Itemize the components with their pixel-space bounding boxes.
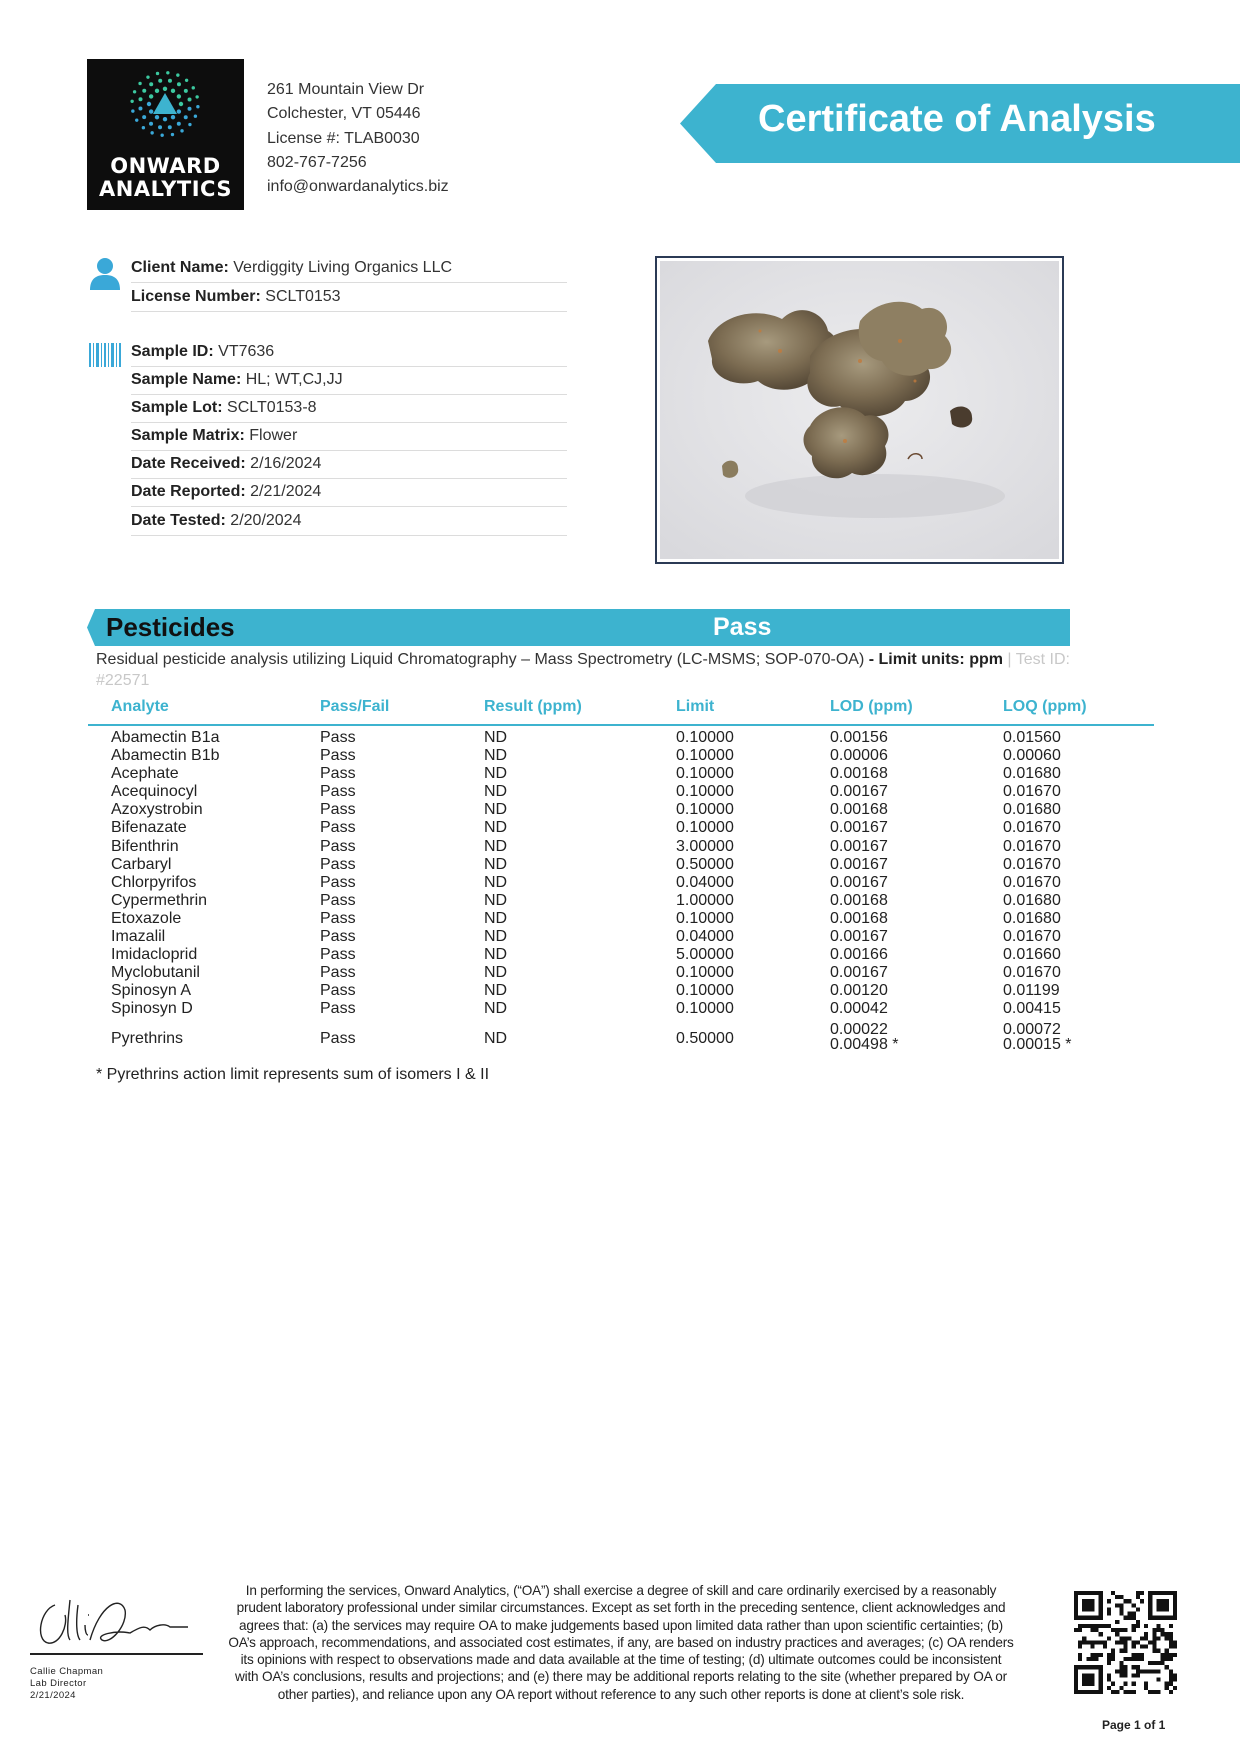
sample-lot-label: Sample Lot: xyxy=(131,399,223,416)
cell-loq: 0.01680 xyxy=(1003,891,1061,909)
cell-loq-1: 0.00072 xyxy=(1003,1020,1061,1038)
sample-matrix-value: Flower xyxy=(249,427,298,444)
table-row xyxy=(88,946,1154,964)
handwritten-signature-icon xyxy=(30,1585,190,1655)
cell-result: ND xyxy=(484,765,508,783)
signature-line xyxy=(30,1653,203,1655)
section-title: Pesticides xyxy=(106,612,235,642)
col-lod: LOD (ppm) xyxy=(830,698,913,715)
cell-analyte: Abamectin B1b xyxy=(111,747,220,765)
cell-analyte: Pyrethrins xyxy=(111,1029,184,1047)
cell-pass-fail: Pass xyxy=(320,837,356,855)
cell-pass-fail: Pass xyxy=(320,1000,356,1018)
cell-pass-fail: Pass xyxy=(320,928,356,946)
client-license-label: License Number: xyxy=(131,288,261,305)
sample-lot-value: SCLT0153-8 xyxy=(227,399,317,416)
date-tested-label: Date Tested: xyxy=(131,512,226,529)
cell-limit: 0.10000 xyxy=(676,819,734,837)
cell-limit: 0.04000 xyxy=(676,928,734,946)
col-analyte: Analyte xyxy=(111,698,169,715)
cell-loq: 0.01680 xyxy=(1003,765,1061,783)
test-id: | Test ID: #22571 xyxy=(96,651,1070,689)
lab-phone: 802-767-7256 xyxy=(267,153,367,171)
cell-result: ND xyxy=(484,747,508,765)
table-row xyxy=(88,838,1154,856)
sample-matrix-row xyxy=(131,423,567,451)
cell-lod: 0.00167 xyxy=(830,819,888,837)
table-row xyxy=(88,729,1154,747)
date-tested-row xyxy=(131,508,567,536)
cell-analyte: Bifenthrin xyxy=(111,837,179,855)
cell-lod: 0.00168 xyxy=(830,891,888,909)
cell-limit: 0.10000 xyxy=(676,783,734,801)
table-row xyxy=(88,765,1154,783)
sample-photo xyxy=(655,256,1064,564)
cell-limit: 0.10000 xyxy=(676,909,734,927)
signed-date: 2/21/2024 xyxy=(30,1690,76,1701)
cell-pass-fail: Pass xyxy=(320,819,356,837)
sample-matrix-label: Sample Matrix: xyxy=(131,427,245,444)
cell-lod: 0.00167 xyxy=(830,928,888,946)
cell-lod: 0.00167 xyxy=(830,837,888,855)
cell-lod: 0.00166 xyxy=(830,946,888,964)
cell-result: ND xyxy=(484,946,508,964)
cell-lod: 0.00006 xyxy=(830,747,888,765)
table-row-pyrethrins xyxy=(88,1019,1154,1059)
date-received-value: 2/16/2024 xyxy=(250,455,322,472)
cell-limit: 1.00000 xyxy=(676,891,734,909)
cell-analyte: Abamectin B1a xyxy=(111,729,220,746)
table-row xyxy=(88,982,1154,1000)
cell-loq: 0.01680 xyxy=(1003,801,1061,819)
cell-loq: 0.00060 xyxy=(1003,747,1061,765)
cell-result: ND xyxy=(484,855,508,873)
cell-pass-fail: Pass xyxy=(320,765,356,783)
cell-result: ND xyxy=(484,964,508,982)
col-limit: Limit xyxy=(676,698,715,715)
cell-result: ND xyxy=(484,729,508,746)
date-received-row xyxy=(131,451,567,479)
cell-result: ND xyxy=(484,837,508,855)
logo-line-1: ONWARD xyxy=(110,154,221,178)
table-row xyxy=(88,1000,1154,1018)
cell-loq: 0.01199 xyxy=(1003,982,1060,1000)
cell-analyte: Cypermethrin xyxy=(111,891,208,909)
cell-analyte: Acequinocyl xyxy=(111,783,198,801)
page-title: Certificate of Analysis xyxy=(758,98,1156,140)
limit-units: - Limit units: ppm xyxy=(864,651,1003,668)
cell-pass-fail: Pass xyxy=(320,946,356,964)
table-header xyxy=(88,694,1154,726)
sample-lot-row xyxy=(131,395,567,423)
cell-result: ND xyxy=(484,873,508,891)
cell-result: ND xyxy=(484,819,508,837)
date-received-label: Date Received: xyxy=(131,455,246,472)
signer-title: Lab Director xyxy=(30,1678,87,1689)
cell-result: ND xyxy=(484,982,508,1000)
cell-limit: 0.10000 xyxy=(676,982,734,1000)
person-icon xyxy=(89,257,121,296)
sample-flower-photo-icon xyxy=(660,261,1059,559)
cell-loq: 0.01670 xyxy=(1003,964,1061,982)
cell-limit: 0.04000 xyxy=(676,873,734,891)
date-reported-row xyxy=(131,479,567,507)
lab-address-line-1: 261 Mountain View Dr xyxy=(267,81,425,98)
cell-loq: 0.01670 xyxy=(1003,855,1061,873)
cell-analyte: Chlorpyrifos xyxy=(111,873,197,891)
table-body xyxy=(88,726,1154,1019)
client-name-row xyxy=(131,255,567,283)
sample-name-label: Sample Name: xyxy=(131,371,242,388)
signature-image xyxy=(30,1585,190,1660)
method-description xyxy=(96,649,1126,691)
table-row xyxy=(88,892,1154,910)
cell-lod: 0.00168 xyxy=(830,909,888,927)
cell-lod: 0.00167 xyxy=(830,855,888,873)
lab-license: License #: TLAB0030 xyxy=(267,129,420,147)
cell-analyte: Acephate xyxy=(111,765,179,783)
cell-pass-fail: Pass xyxy=(320,964,356,982)
cell-lod-1: 0.00022 xyxy=(830,1020,888,1038)
client-license-value: SCLT0153 xyxy=(265,288,341,305)
cell-result: ND xyxy=(484,909,508,927)
cell-lod: 0.00042 xyxy=(830,1000,888,1018)
cell-analyte: Azoxystrobin xyxy=(111,801,203,819)
client-name-label: Client Name: xyxy=(131,259,229,276)
cell-limit: 0.10000 xyxy=(676,765,734,783)
lab-email: info@onwardanalytics.biz xyxy=(267,178,449,196)
table-row xyxy=(88,801,1154,819)
sample-name-row xyxy=(131,367,567,395)
sample-id-label: Sample ID: xyxy=(131,343,214,360)
col-result: Result (ppm) xyxy=(484,698,582,715)
qr-code-icon xyxy=(1074,1591,1177,1699)
company-logo xyxy=(87,59,244,210)
table-row xyxy=(88,747,1154,765)
cell-result: ND xyxy=(484,1000,508,1018)
col-pass-fail: Pass/Fail xyxy=(320,698,390,715)
col-loq: LOQ (ppm) xyxy=(1003,698,1087,715)
cell-pass-fail: Pass xyxy=(320,855,356,873)
cell-loq: 0.01670 xyxy=(1003,837,1061,855)
table-row xyxy=(88,910,1154,928)
cell-limit: 0.50000 xyxy=(676,855,734,873)
certificate-banner xyxy=(680,84,1240,163)
cell-analyte: Etoxazole xyxy=(111,909,182,927)
method-text: Residual pesticide analysis utilizing Liquid Chromatography – Mass Spectrometry (LC-MSMS; SOP-070-OA) xyxy=(96,651,865,668)
cell-loq: 0.01660 xyxy=(1003,946,1061,964)
cell-limit: 0.10000 xyxy=(676,801,734,819)
table-row xyxy=(88,964,1154,982)
cell-analyte: Myclobutanil xyxy=(111,964,200,982)
cell-limit: 3.00000 xyxy=(676,837,734,855)
table-row xyxy=(88,856,1154,874)
cell-analyte: Carbaryl xyxy=(111,855,172,873)
cell-lod-2: 0.00498 * xyxy=(830,1035,899,1053)
section-status-badge: Pass xyxy=(713,613,772,641)
cell-lod: 0.00168 xyxy=(830,765,888,783)
client-license-row xyxy=(131,284,567,312)
date-tested-value: 2/20/2024 xyxy=(230,512,302,529)
cell-lod: 0.00168 xyxy=(830,801,888,819)
cell-lod: 0.00156 xyxy=(830,729,888,746)
cell-limit: 5.00000 xyxy=(676,946,734,964)
pesticides-table xyxy=(88,694,1154,1059)
cell-lod: 0.00167 xyxy=(830,873,888,891)
cell-pass-fail: Pass xyxy=(320,1029,356,1047)
date-reported-label: Date Reported: xyxy=(131,483,246,500)
cell-pass-fail: Pass xyxy=(320,982,356,1000)
cell-limit: 0.50000 xyxy=(676,1029,734,1047)
table-row xyxy=(88,783,1154,801)
page-number: Page 1 of 1 xyxy=(1102,1718,1166,1732)
cell-pass-fail: Pass xyxy=(320,873,356,891)
cell-analyte: Bifenazate xyxy=(111,819,187,837)
cell-result: ND xyxy=(484,1029,508,1047)
cell-analyte: Spinosyn A xyxy=(111,982,192,1000)
signer-name: Callie Chapman xyxy=(30,1666,104,1677)
cell-loq: 0.01680 xyxy=(1003,909,1061,927)
cell-lod: 0.00167 xyxy=(830,783,888,801)
cell-lod: 0.00167 xyxy=(830,964,888,982)
cell-lod: 0.00120 xyxy=(830,982,888,1000)
date-reported-value: 2/21/2024 xyxy=(250,483,322,500)
cell-loq: 0.01560 xyxy=(1003,729,1061,746)
lab-contact-info xyxy=(267,78,449,199)
cell-pass-fail: Pass xyxy=(320,891,356,909)
cell-loq-2: 0.00015 * xyxy=(1003,1035,1072,1053)
cell-loq: 0.01670 xyxy=(1003,819,1061,837)
cell-pass-fail: Pass xyxy=(320,909,356,927)
cell-result: ND xyxy=(484,928,508,946)
barcode-icon xyxy=(89,343,121,372)
table-row xyxy=(88,874,1154,892)
cell-limit: 0.10000 xyxy=(676,1000,734,1018)
cell-pass-fail: Pass xyxy=(320,783,356,801)
logo-line-2: ANALYTICS xyxy=(99,177,232,201)
cell-limit: 0.10000 xyxy=(676,964,734,982)
cell-loq: 0.01670 xyxy=(1003,783,1061,801)
cell-loq: 0.00415 xyxy=(1003,1000,1061,1018)
cell-analyte: Imidacloprid xyxy=(111,946,198,964)
lab-address-line-2: Colchester, VT 05446 xyxy=(267,105,421,123)
cell-result: ND xyxy=(484,891,508,909)
cell-limit: 0.10000 xyxy=(676,747,734,765)
signer-block xyxy=(30,1666,103,1702)
pyrethrins-footnote: * Pyrethrins action limit represents sum of isomers I & II xyxy=(96,1066,490,1083)
cell-limit: 0.10000 xyxy=(676,729,734,746)
sample-id-value: VT7636 xyxy=(218,343,275,360)
cell-analyte: Imazalil xyxy=(111,928,166,946)
legal-disclaimer: In performing the services, Onward Analytics, (“OA”) shall exercise a degree of skill and care ordinarily exercised by a reasonably prudent laboratory professional under similar circumstances. Except as set forth in the preceding sentence, client acknowledges and agrees that: (a) the services may require OA to make judgements based upon limited data rather than upon scientific certainties; (b) OA’s approach, recommendations, and associated cost estimates, if any, are based on industry practices and averages; (c) OA renders its opinions with respect to observations made and data available at the time of testing; (d) ultimate outcomes could be inconsistent with OA’s conclusions, results and projections; and (e) there may be additional reports relating to the site (whether prepared by OA or other parties), and reliance upon any OA report without reference to any such other reports is done at client’s sole risk. xyxy=(228,1583,1014,1702)
cell-analyte: Spinosyn D xyxy=(111,1000,193,1018)
cell-pass-fail: Pass xyxy=(320,747,356,765)
pesticides-section-header xyxy=(87,609,1070,646)
cell-result: ND xyxy=(484,801,508,819)
sample-name-value: HL; WT,CJ,JJ xyxy=(245,371,343,388)
sample-id-row xyxy=(131,339,567,367)
table-row xyxy=(88,928,1154,946)
cell-pass-fail: Pass xyxy=(320,729,356,746)
client-name-value: Verdiggity Living Organics LLC xyxy=(233,259,453,276)
table-row xyxy=(88,819,1154,837)
cell-pass-fail: Pass xyxy=(320,801,356,819)
cell-result: ND xyxy=(484,783,508,801)
cell-loq: 0.01670 xyxy=(1003,928,1061,946)
cell-loq: 0.01670 xyxy=(1003,873,1061,891)
